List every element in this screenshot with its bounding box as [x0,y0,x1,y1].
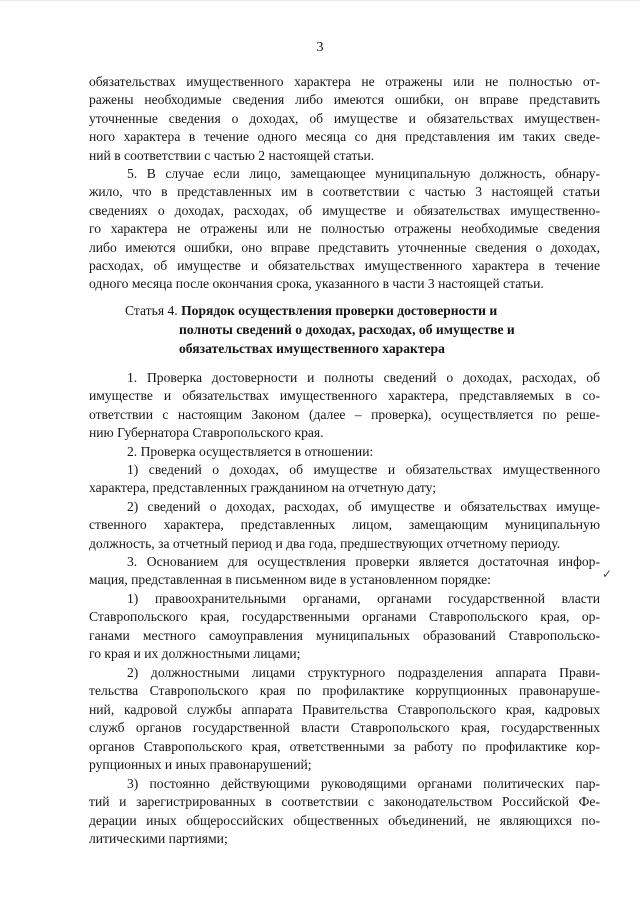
text-line: должность, за отчетный период и два года, предшествующих отчетному периоду. [89,535,561,551]
paragraph-3-item-1 [89,590,600,664]
text-line: одного месяца после окончания срока, указанного в части 3 настоящей статьи. [89,276,544,292]
text-line: го характера не отражены или не полностью отражены необходимые сведения [89,221,600,237]
text-line: сведениях о доходах, расходах, об имуществе и обязательствах имущественно- [89,202,600,218]
text-line: 1) сведений о доходах, об имуществе и обязательствах имущественного [127,462,600,477]
text-line: 2. Проверка осуществляется в отношении: [127,444,374,459]
text-line: характера, представленных гражданином на отчетную дату; [89,480,437,496]
text-line: ответствии с настоящим Законом (далее – проверка), осуществляется по реше- [89,406,600,422]
text-line: ного характера в течение одного месяца со дня представления им таких сведе- [89,129,600,145]
text-line: ганами местного самоуправления муниципальных образований Ставропольско- [89,627,600,643]
text-line: либо имеются ошибки, оно вправе представить уточненные сведения о доходах, [89,239,600,255]
paragraph-3-item-3 [89,775,600,849]
paragraph-1 [89,369,600,443]
text-line: ний в соответствии с частью 2 настоящей статьи. [89,147,375,163]
article-label: Статья 4. [125,303,178,318]
text-line: 5. В случае если лицо, замещающее муниципальную должность, обнару- [127,166,600,181]
text-line: рупционных и иных правонарушений; [89,757,312,773]
page-number: 3 [316,40,324,55]
text-line: обязательствах имущественного характера не отражены или не полностью от- [89,74,600,89]
item-5-paragraph [89,165,600,294]
article-title: Порядок осуществления проверки достоверности и [181,303,498,318]
text-line: мация, представленная в письменном виде в установленном порядке: [89,572,491,588]
article-heading [125,301,595,358]
text-line: 3. Основанием для осуществления проверки является достаточная инфор- [127,554,600,569]
text-line: ражены необходимые сведения либо имеются ошибки, он вправе представить [89,92,600,108]
text-line: ний, кадровой службы аппарата Правительства Ставропольского края, кадровых [89,701,600,717]
text-line: 3) постоянно действующими руководящими органами политических пар- [127,776,600,791]
paragraph-2-item-2 [89,498,600,553]
text-line: литическими партиями; [89,831,228,847]
text-line: служб органов государственной власти Ставропольского края, государственных [89,720,600,736]
text-line: 1) правоохранительными органами, органами государственной власти [127,591,600,606]
text-line: расходах, об имуществе и обязательствах имущественного характера в течение [89,258,600,274]
text-line: жило, что в представленных им в соответствии с частью 3 настоящей статьи [89,184,600,200]
text-line: дерации иных общероссийских общественных объединений, не являющихся по- [89,812,600,828]
page-edge [0,0,640,1]
text-line: нию Губернатора Ставропольского края. [89,425,324,441]
check-mark-icon: ✓ [602,567,613,581]
text-line: 2) сведений о доходах, расходах, об имуществе и обязательствах имуще- [127,499,600,514]
paragraph-2-item-1 [89,461,600,498]
text-line: имуществе и обязательствах имущественного характера, представляемых в со- [89,388,600,404]
continuation-paragraph [89,73,600,165]
text-line: 2) должностными лицами структурного подразделения аппарата Прави- [127,665,600,680]
text-line: го края и их должностными лицами; [89,646,301,662]
text-line: уточненные сведения о доходах, об имуществе и обязательствах имуществен- [89,110,600,126]
article-title: полноты сведений о доходах, расходах, об имуществе и [179,322,515,337]
text-line: тельства Ставропольского края по профилактике коррупционных правонаруше- [89,683,600,699]
paragraph-3 [89,553,600,590]
article-title: обязательствах имущественного характера [179,341,445,356]
text-line: органов Ставропольского края, ответственными за работу по профилактике кор- [89,738,600,754]
text-line: Ставропольского края, государственными органами Ставропольского края, ор- [89,609,600,625]
text-line: ственного характера, представленных лицом, замещающим муниципальную [89,517,600,533]
paragraph-3-item-2 [89,664,600,774]
text-line: 1. Проверка достоверности и полноты сведений о доходах, расходах, об [127,370,600,385]
text-line: тий и зарегистрированных в соответствии с законодательством Российской Фе- [89,794,600,810]
paragraph-2 [89,443,600,461]
